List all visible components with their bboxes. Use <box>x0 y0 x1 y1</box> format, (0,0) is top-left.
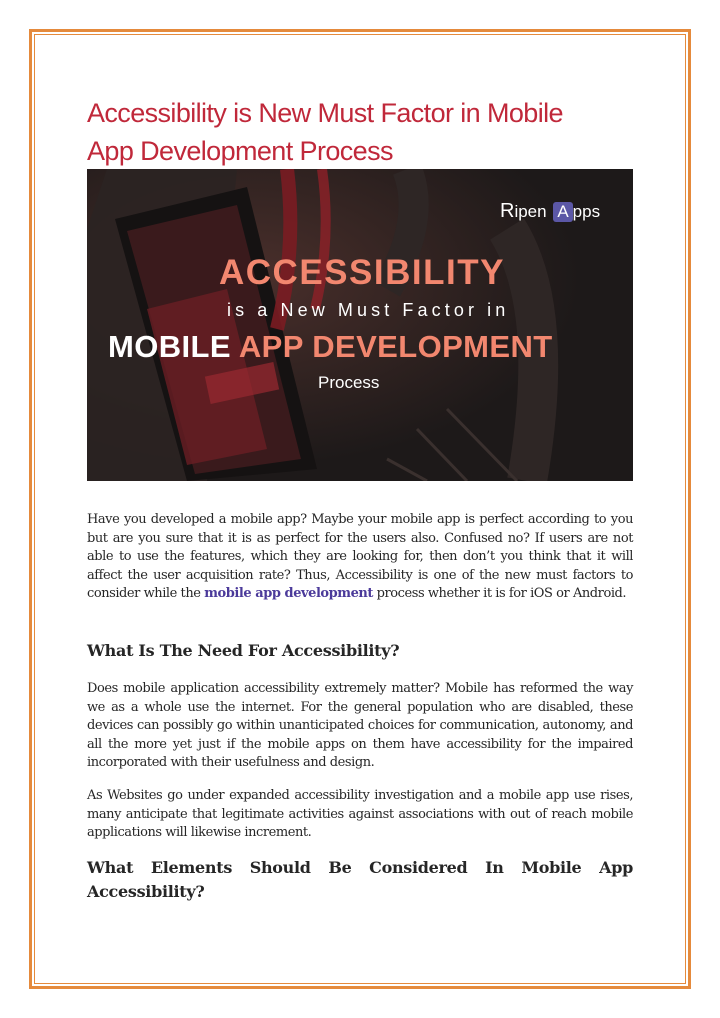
brand-text-pps: pps <box>572 202 601 221</box>
mobile-app-development-link[interactable]: mobile app development <box>204 586 373 602</box>
title-line-1: Accessibility is New Must Factor in Mobile <box>87 98 563 128</box>
intro-text-before-link: Have you developed a mobile app? Maybe your mobile app is perfect according to you but are you sure that it is as perfect for the users also. Confused no? If users are not able to use the features, which they are looking for, then don’t you think that it will affect the user acquisition rate? Thus, Accessibility is one of the new must factors to consider while the <box>87 512 633 602</box>
title-line-2: App Development Process <box>87 136 393 166</box>
need-paragraph: Does mobile application accessibility extremely matter? Mobile has reformed the way we as a whole use the internet. For the general population who are disabled, these devices can possibly go within unanticipated choices for communication, autonomy, and all the more yet just if the mobile apps on them have accessibility for the impaired incorporated with their usefulness and design. <box>87 681 633 771</box>
brand-letter-a: A <box>553 202 572 222</box>
intro-text-after-link: process whether it is for iOS or Android. <box>372 586 627 602</box>
hero-word-process: Process <box>318 373 380 392</box>
heading-need-for-accessibility: What Is The Need For Accessibility? <box>87 641 400 660</box>
brand-logo <box>500 200 600 223</box>
heading-elements-considered: What Elements Should Be Considered In Mobile App Accessibility? <box>87 858 633 901</box>
hero-heading-mobile-app-development <box>108 329 553 365</box>
intro-paragraph <box>87 511 633 604</box>
hero-subheading: is a New Must Factor in <box>227 300 510 320</box>
hero-banner-image <box>87 169 633 481</box>
hero-word-mobile: MOBILE <box>108 329 231 364</box>
hero-heading-accessibility: ACCESSIBILITY <box>219 253 505 292</box>
brand-text-ipen: ipen <box>514 202 547 221</box>
page-title <box>87 94 647 170</box>
websites-paragraph: As Websites go under expanded accessibility investigation and a mobile app use rises, many anticipate that legitimate activities against associations with out of reach mobile applications will likewise increment. <box>87 788 633 841</box>
brand-letter-r: R <box>500 200 515 222</box>
hero-words-app-development: APP DEVELOPMENT <box>238 329 553 364</box>
